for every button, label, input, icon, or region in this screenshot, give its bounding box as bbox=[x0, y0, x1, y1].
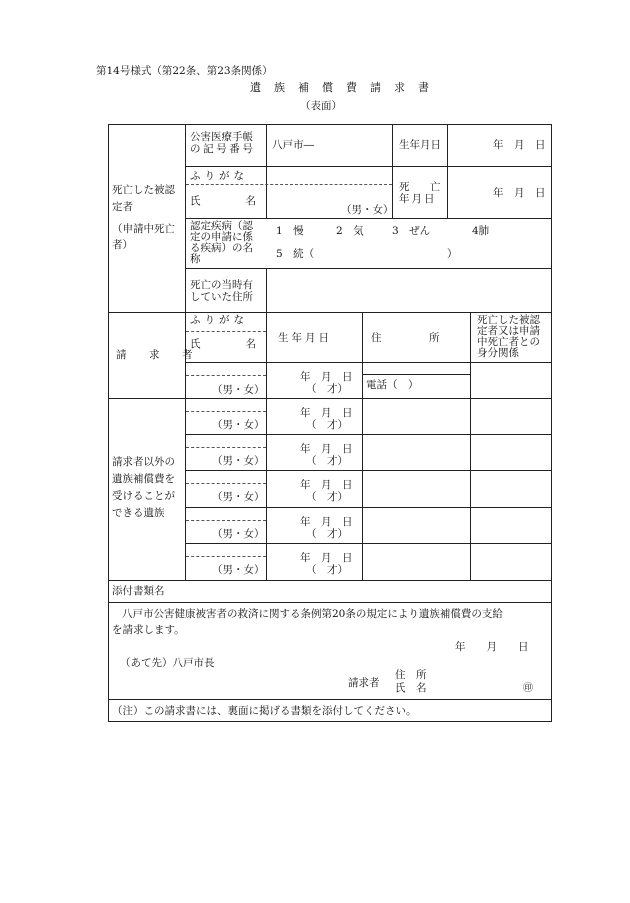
address-label: 死亡の当時有 bbox=[190, 279, 253, 291]
deceased-section-label: 定者 bbox=[112, 201, 133, 213]
others-birth-date[interactable]: 年 月 日 bbox=[300, 479, 353, 491]
others-sex-choice[interactable]: （男・女） bbox=[212, 455, 265, 467]
others-section-label: 遺族補償費を bbox=[112, 473, 175, 485]
notebook-number-label: 公害医療手帳 bbox=[190, 131, 253, 143]
death-date-field[interactable]: 年 月 日 bbox=[493, 187, 546, 199]
birth-date-label: 生年月日 bbox=[399, 139, 441, 151]
sex-choice[interactable]: （男・女） bbox=[341, 204, 394, 216]
others-sex-choice[interactable]: （男・女） bbox=[212, 491, 265, 503]
disease-label: る疾病）の名 bbox=[190, 242, 253, 254]
notebook-number-label: の記号番号 bbox=[190, 143, 256, 155]
others-section-label: 請求者以外の bbox=[112, 456, 175, 468]
others-age[interactable]: （ 才） bbox=[306, 455, 348, 467]
claimant-birth-date[interactable]: 年 月 日 bbox=[300, 371, 353, 383]
others-age[interactable]: （ 才） bbox=[306, 528, 348, 540]
death-date-label: 年月日 bbox=[399, 193, 437, 205]
others-birth-date[interactable]: 年 月 日 bbox=[300, 516, 353, 528]
disease-option-4[interactable]: 4肺 bbox=[472, 225, 490, 237]
attachments-label: 添付書類名 bbox=[112, 585, 165, 597]
claimant-section-label: 請 求 者 bbox=[116, 349, 199, 361]
signature-name-label: 氏 名 bbox=[395, 682, 427, 694]
deceased-section-label: 者） bbox=[112, 239, 133, 251]
deceased-section-label: 死亡した被認 bbox=[112, 184, 175, 196]
signature-address-label: 住 所 bbox=[395, 669, 427, 681]
seal-icon: ㊞ bbox=[523, 683, 533, 694]
others-section-label: できる遺族 bbox=[112, 507, 165, 519]
relation-label: 定者又は申請 bbox=[477, 325, 540, 337]
disease-option-2[interactable]: 2 気 bbox=[336, 225, 364, 237]
signature-claimant-label: 請求者 bbox=[348, 677, 380, 689]
disease-option-3[interactable]: 3 ぜん bbox=[392, 225, 431, 237]
claimant-name-label: 氏 名 bbox=[190, 338, 264, 350]
addressee: （あて先）八戸市長 bbox=[120, 657, 215, 669]
claimant-sex-choice[interactable]: （男・女） bbox=[212, 384, 265, 396]
death-date-label: 死 亡 bbox=[399, 181, 446, 193]
others-birth-date[interactable]: 年 月 日 bbox=[300, 407, 353, 419]
disease-option-1[interactable]: 1 慢 bbox=[276, 225, 304, 237]
form-side-label: （表面） bbox=[300, 100, 342, 112]
statement-date[interactable]: 年 月 日 bbox=[455, 641, 529, 653]
others-age[interactable]: （ 才） bbox=[306, 419, 348, 431]
claimant-furigana-label: ふりがな bbox=[190, 314, 248, 326]
form-number: 第14号様式（第22条、第23条関係） bbox=[96, 65, 273, 77]
others-sex-choice[interactable]: （男・女） bbox=[212, 564, 265, 576]
claimant-age[interactable]: （ 才） bbox=[306, 383, 348, 395]
claimant-address-label: 住 所 bbox=[371, 332, 444, 344]
claimant-birth-label: 生年月日 bbox=[278, 332, 332, 344]
claimant-phone[interactable]: 電話（ ） bbox=[366, 379, 419, 391]
name-label: 氏 名 bbox=[190, 195, 264, 207]
footer-note: （注）この請求書には、裏面に掲げる書類を添付してください。 bbox=[112, 705, 417, 717]
disease-label: 称 bbox=[190, 253, 201, 265]
relation-label: 中死亡者との bbox=[477, 336, 540, 348]
disease-option-5-close: ） bbox=[447, 248, 458, 260]
others-birth-date[interactable]: 年 月 日 bbox=[300, 443, 353, 455]
others-age[interactable]: （ 才） bbox=[306, 564, 348, 576]
others-section-label: 受けることが bbox=[112, 490, 175, 502]
statement-text: 八戸市公害健康被害者の救済に関する条例第20条の規定により遺族補償費の支給 bbox=[122, 608, 503, 620]
others-age[interactable]: （ 才） bbox=[306, 491, 348, 503]
others-sex-choice[interactable]: （男・女） bbox=[212, 528, 265, 540]
form-title: 遺 族 補 償 費 請 求 書 bbox=[250, 81, 430, 94]
disease-label: 定の申請に係 bbox=[190, 231, 253, 243]
others-birth-date[interactable]: 年 月 日 bbox=[300, 552, 353, 564]
notebook-number-value[interactable]: 八戸市― bbox=[272, 139, 314, 151]
relation-label: 身分関係 bbox=[477, 347, 519, 359]
furigana-label: ふりがな bbox=[190, 170, 248, 182]
address-label: していた住所 bbox=[190, 291, 253, 303]
birth-date-field[interactable]: 年 月 日 bbox=[493, 139, 546, 151]
disease-label: 認定疾病（認 bbox=[190, 220, 253, 232]
statement-text: を請求します。 bbox=[112, 624, 185, 636]
others-sex-choice[interactable]: （男・女） bbox=[212, 419, 265, 431]
disease-option-5[interactable]: 5 続（ bbox=[276, 248, 315, 260]
relation-label: 死亡した被認 bbox=[477, 314, 540, 326]
deceased-section-label: （申請中死亡 bbox=[112, 223, 175, 235]
